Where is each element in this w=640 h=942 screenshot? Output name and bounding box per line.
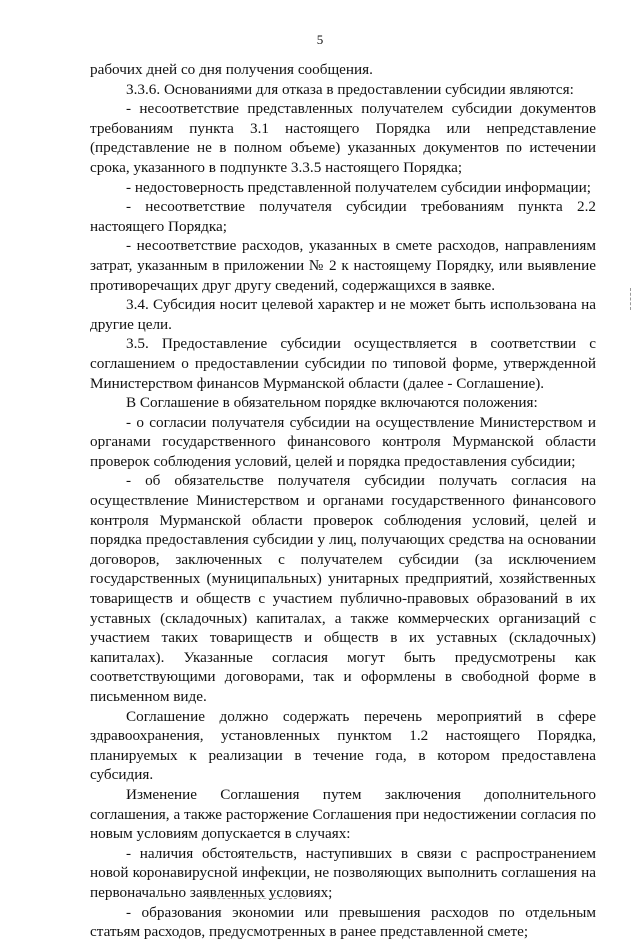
list-item: - наличия обстоятельств, наступивших в связи с распространением новой коронавирусной инфекции, не позволяющих выполнить соглашения на первоначально заявленных условиях;: [90, 844, 596, 901]
list-item: - недостоверность представленной получателем субсидии информации;: [126, 178, 591, 196]
paragraph: Соглашение должно содержать перечень мероприятий в сфере здравоохранения, установленных пунктом 1.2 настоящего Порядка, планируемых к реализации в течение года, в котором предоставлена субсидия.: [90, 707, 596, 784]
list-item: - о согласии получателя субсидии на осуществление Министерством и органами государственного финансового контроля Мурманской области проверок соблюдения условий, целей и порядка предоставления субсидии;: [90, 413, 596, 470]
list-item: - несоответствие представленных получателем субсидии документов требованиям пункта 3.1 настоящего Порядка или непредставление (представление не в полном объеме) указанных документов по истечении срока, указанного в подпункте 3.3.5 настоящего Порядка;: [90, 100, 596, 176]
list-item: - образования экономии или превышения расходов по отдельным статьям расходов, предусмотренных в ранее представленной смете;: [90, 903, 596, 941]
page-number: 5: [316, 32, 324, 47]
paragraph: 3.3.6. Основаниями для отказа в предоставлении субсидии являются:: [126, 80, 574, 98]
paragraph: 3.4. Субсидия носит целевой характер и не может быть использована на другие цели.: [90, 296, 596, 333]
paragraph: Изменение Соглашения путем заключения дополнительного соглашения, а также расторжение Соглашения при недостижении согласия по новым условиям допускается в случаях:: [90, 785, 596, 843]
paragraph: 3.5. Предоставление субсидии осуществляется в соответствии с соглашением о предоставлении субсидии по типовой форме, утвержденной Министерством финансов Мурманской области (далее - Соглашение).: [90, 335, 596, 392]
list-item: - несоответствие расходов, указанных в смете расходов, направлениям затрат, указанным в приложении № 2 к настоящему Порядку, или выявление противоречащих друг другу сведений, содержащихся в заявке.: [90, 237, 596, 294]
margin-scan-mark: [630, 288, 632, 310]
paragraph: В Соглашение в обязательном порядке включаются положения:: [126, 394, 538, 412]
bottom-scan-mark: [207, 898, 297, 900]
list-item: - об обязательстве получателя субсидии получать согласия на осуществление Министерством и органами государственного финансового контроля Мурманской области проверок соблюдения условий, целей и порядка предоставления субсидии у лиц, получающих средства на основании договоров, заключенных с получателем субсидии (за исключением государственных (муниципальных) унитарных предприятий, хозяйственных товариществ и обществ с участием публично-правовых образований в их уставных (складочных) капиталах, а также коммерческих организаций с участием таких товариществ и обществ в их уставных (складочных) капиталах). Указанные согласия могут быть предусмотрены как соответствующими договорами, так и оформлены в свободной форме в письменном виде.: [90, 472, 596, 705]
list-item: - несоответствие получателя субсидии требованиям пункта 2.2 настоящего Порядка;: [90, 198, 596, 235]
paragraph: рабочих дней со дня получения сообщения.: [90, 61, 373, 78]
document-body: [90, 60, 596, 942]
